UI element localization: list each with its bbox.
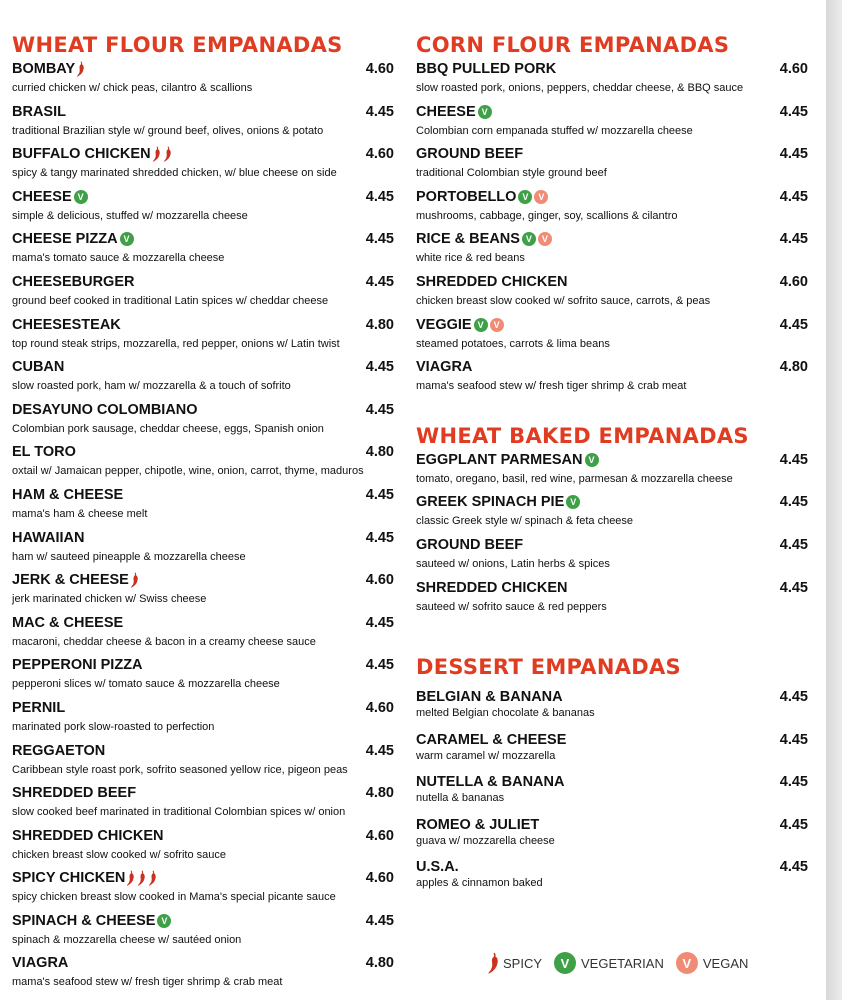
item-name-row <box>12 614 394 632</box>
menu-item <box>416 451 808 494</box>
menu-item <box>12 316 394 359</box>
chili-pepper-icon <box>130 572 140 588</box>
item-price: 4.60 <box>365 146 394 163</box>
legend-vegetarian-label: VEGETARIAN <box>581 955 664 971</box>
chili-pepper-icon <box>76 61 86 77</box>
menu-item <box>12 699 394 742</box>
item-name: GROUND BEEF <box>416 146 524 163</box>
item-description: melted Belgian chocolate & bananas <box>416 707 595 720</box>
item-name: U.S.A. <box>416 859 459 876</box>
item-name: CHEESEBURGER <box>12 273 135 290</box>
item-price: 4.80 <box>365 444 394 461</box>
vegetarian-icon: V <box>74 190 88 204</box>
item-description: mama's seafood stew w/ fresh tiger shrimp & crab meat <box>416 380 687 393</box>
legend-vegan-label: VEGAN <box>702 955 749 971</box>
item-name: RICE & BEANS <box>416 231 520 248</box>
menu-item <box>416 358 808 401</box>
item-description: warm caramel w/ mozzarella <box>416 749 556 762</box>
vegetarian-icon: V <box>522 232 536 246</box>
menu-item <box>12 188 394 231</box>
wheat-flour-heading: WHEAT FLOUR EMPANADAS <box>12 33 343 57</box>
item-name-row <box>416 230 808 248</box>
item-name-row <box>416 451 808 469</box>
dessert-list <box>416 688 808 901</box>
item-name-row <box>416 60 808 78</box>
chili-pepper-icon <box>163 146 173 162</box>
vegetarian-icon: V <box>474 318 488 332</box>
item-price: 4.45 <box>779 188 808 205</box>
item-name: EL TORO <box>12 444 76 461</box>
menu-item <box>12 60 394 103</box>
chili-pepper-icon <box>137 870 147 886</box>
wheat-baked-list <box>416 451 808 621</box>
item-description: spicy chicken breast slow cooked in Mama's special picante sauce <box>12 891 336 904</box>
menu-item <box>12 742 394 785</box>
item-name: VIAGRA <box>416 359 473 376</box>
menu-item <box>12 443 394 486</box>
item-name-row <box>416 103 808 121</box>
item-description: nutella & bananas <box>416 792 505 805</box>
item-price: 4.80 <box>365 785 394 802</box>
item-price: 4.45 <box>779 494 808 511</box>
item-price: 4.45 <box>365 614 394 631</box>
item-description: spicy & tangy marinated shredded chicken, w/ blue cheese on side <box>12 167 337 180</box>
item-price: 4.45 <box>365 188 394 205</box>
item-name-row <box>416 316 808 334</box>
item-name: JERK & CHEESE <box>12 572 129 589</box>
item-name: BELGIAN & BANANA <box>416 689 563 706</box>
vegan-icon: V <box>676 952 698 974</box>
item-price: 4.45 <box>779 316 808 333</box>
item-name-row <box>416 145 808 163</box>
item-name-row <box>12 188 394 206</box>
item-name-row <box>416 358 808 376</box>
vegetarian-icon: V <box>120 232 134 246</box>
item-price: 4.45 <box>779 536 808 553</box>
item-name-row <box>12 784 394 802</box>
legend-vegetarian <box>554 952 664 974</box>
item-name: CHEESE PIZZA <box>12 231 118 248</box>
menu-item <box>12 273 394 316</box>
item-price: 4.80 <box>365 955 394 972</box>
item-name: CHEESESTEAK <box>12 316 121 333</box>
item-price: 4.60 <box>365 699 394 716</box>
item-name-row <box>12 103 394 121</box>
item-description: white rice & red beans <box>416 252 525 265</box>
item-description: apples & cinnamon baked <box>416 877 543 890</box>
menu-item <box>12 954 394 997</box>
item-name: PORTOBELLO <box>416 188 517 205</box>
menu-item <box>12 358 394 401</box>
menu-item <box>416 188 808 231</box>
item-name-row <box>12 827 394 845</box>
item-name-row <box>12 571 394 589</box>
item-price: 4.45 <box>365 231 394 248</box>
item-description: guava w/ mozzarella cheese <box>416 834 555 847</box>
item-description: mama's seafood stew w/ fresh tiger shrimp & crab meat <box>12 976 283 989</box>
legend-spicy-label: SPICY <box>503 955 543 971</box>
item-description: top round steak strips, mozzarella, red pepper, onions w/ Latin twist <box>12 337 340 350</box>
menu-item <box>12 103 394 146</box>
menu-item <box>416 230 808 273</box>
item-description: Caribbean style roast pork, sofrito seasoned yellow rice, pigeon peas <box>12 763 348 776</box>
chili-pepper-icon <box>152 146 162 162</box>
item-name: SHREDDED CHICKEN <box>416 579 568 596</box>
item-name: GROUND BEEF <box>416 536 524 553</box>
menu-item <box>416 536 808 579</box>
vegan-icon: V <box>534 190 548 204</box>
item-name: SHREDDED CHICKEN <box>416 273 568 290</box>
item-name: SPINACH & CHEESE <box>12 912 156 929</box>
item-name: ROMEO & JULIET <box>416 816 540 833</box>
item-description: pepperoni slices w/ tomato sauce & mozzarella cheese <box>12 678 280 691</box>
item-name-row <box>12 145 394 163</box>
item-price: 4.80 <box>779 359 808 376</box>
item-price: 4.45 <box>365 486 394 503</box>
dessert-heading: DESSERT EMPANADAS <box>416 655 681 680</box>
legend-spicy <box>486 952 542 974</box>
item-name-row <box>12 656 394 674</box>
item-price: 4.60 <box>365 870 394 887</box>
item-name: GREEK SPINACH PIE <box>416 494 565 511</box>
left-column <box>12 30 394 997</box>
item-name-row <box>12 401 394 419</box>
menu-item <box>416 103 808 146</box>
item-name: NUTELLA & BANANA <box>416 774 565 791</box>
item-description: chicken breast slow cooked w/ sofrito sauce, carrots, & peas <box>416 294 711 307</box>
item-name-row <box>12 954 394 972</box>
item-name: DESAYUNO COLOMBIANO <box>12 401 198 418</box>
vegetarian-icon: V <box>585 453 599 467</box>
menu-item <box>416 773 808 816</box>
item-name-row <box>12 358 394 376</box>
item-name-row <box>12 742 394 760</box>
item-price: 4.45 <box>779 146 808 163</box>
item-price: 4.45 <box>365 273 394 290</box>
menu-item <box>416 60 808 103</box>
item-price: 4.45 <box>779 103 808 120</box>
item-description: mama's tomato sauce & mozzarella cheese <box>12 252 225 265</box>
item-name: VIAGRA <box>12 955 69 972</box>
item-name: PERNIL <box>12 699 66 716</box>
item-price: 4.45 <box>779 451 808 468</box>
item-name: REGGAETON <box>12 742 106 759</box>
item-description: simple & delicious, stuffed w/ mozzarella cheese <box>12 209 248 222</box>
menu-item <box>416 316 808 359</box>
item-description: classic Greek style w/ spinach & feta cheese <box>416 515 634 528</box>
menu-item <box>416 816 808 859</box>
item-description: marinated pork slow-roasted to perfection <box>12 720 215 733</box>
item-description: ground beef cooked in traditional Latin spices w/ cheddar cheese <box>12 294 329 307</box>
menu-item <box>416 579 808 622</box>
item-price: 4.45 <box>779 731 808 748</box>
item-description: traditional Brazilian style w/ ground beef, olives, onions & potato <box>12 124 324 137</box>
item-name: VEGGIE <box>416 316 472 333</box>
item-name: BRASIL <box>12 103 66 120</box>
item-price: 4.45 <box>365 912 394 929</box>
chili-pepper-icon <box>148 870 158 886</box>
page-edge <box>826 0 842 1000</box>
item-description: Colombian corn empanada stuffed w/ mozzarella cheese <box>416 124 693 137</box>
item-price: 4.60 <box>779 273 808 290</box>
menu-item <box>12 656 394 699</box>
menu-item <box>12 230 394 273</box>
item-description: oxtail w/ Jamaican pepper, chipotle, wine, onion, carrot, thyme, maduros <box>12 465 364 478</box>
item-name-row <box>416 273 808 291</box>
vegan-icon: V <box>490 318 504 332</box>
item-name-row <box>416 536 808 554</box>
item-price: 4.45 <box>779 774 808 791</box>
item-name-row <box>416 688 808 706</box>
item-description: macaroni, cheddar cheese & bacon in a creamy cheese sauce <box>12 635 316 648</box>
right-column <box>416 30 808 901</box>
item-description: Colombian pork sausage, cheddar cheese, eggs, Spanish onion <box>12 422 324 435</box>
item-name: CUBAN <box>12 359 65 376</box>
item-price: 4.45 <box>365 657 394 674</box>
item-name-row <box>12 869 394 887</box>
chili-pepper-icon <box>487 952 501 974</box>
item-name: CHEESE <box>12 188 72 205</box>
item-name-row <box>12 699 394 717</box>
item-price: 4.45 <box>365 529 394 546</box>
item-description: jerk marinated chicken w/ Swiss cheese <box>12 593 207 606</box>
corn-flour-list <box>416 60 808 401</box>
menu-item <box>12 401 394 444</box>
menu-item <box>12 614 394 657</box>
item-name-row <box>416 773 808 791</box>
item-price: 4.45 <box>779 859 808 876</box>
item-name-row <box>12 316 394 334</box>
wheat-flour-list <box>12 60 394 997</box>
item-name: BOMBAY <box>12 61 76 77</box>
item-name-row <box>12 60 394 78</box>
item-name-row <box>12 230 394 248</box>
menu-item <box>12 529 394 572</box>
item-price: 4.45 <box>365 401 394 418</box>
item-description: chicken breast slow cooked w/ sofrito sauce <box>12 848 226 861</box>
menu-item <box>12 145 394 188</box>
item-price: 4.45 <box>779 689 808 706</box>
item-name-row <box>416 579 808 597</box>
item-description: steamed potatoes, carrots & lima beans <box>416 337 610 350</box>
item-price: 4.45 <box>779 816 808 833</box>
item-name-row <box>12 273 394 291</box>
item-name-row <box>416 188 808 206</box>
item-name-row <box>416 816 808 834</box>
item-name-row <box>416 493 808 511</box>
legend <box>486 950 806 976</box>
item-description: slow roasted pork, onions, peppers, cheddar cheese, & BBQ sauce <box>416 82 744 94</box>
item-name-row <box>416 858 808 876</box>
item-name: SHREDDED CHICKEN <box>12 827 164 844</box>
item-price: 4.60 <box>365 61 394 77</box>
item-name-row <box>12 912 394 930</box>
corn-flour-heading: CORN FLOUR EMPANADAS <box>416 33 730 57</box>
vegetarian-icon: V <box>566 495 580 509</box>
item-name-row <box>12 486 394 504</box>
item-name: HAM & CHEESE <box>12 486 124 503</box>
item-price: 4.45 <box>365 359 394 376</box>
item-description: slow cooked beef marinated in traditional Colombian spices w/ onion <box>12 806 346 819</box>
item-name: BBQ PULLED PORK <box>416 61 557 77</box>
item-price: 4.60 <box>779 61 808 77</box>
item-price: 4.45 <box>365 742 394 759</box>
menu-item <box>12 912 394 955</box>
item-name-row <box>416 731 808 749</box>
item-name: MAC & CHEESE <box>12 614 124 631</box>
item-price: 4.60 <box>365 827 394 844</box>
menu-item <box>416 145 808 188</box>
item-description: traditional Colombian style ground beef <box>416 167 607 180</box>
item-name: HAWAIIAN <box>12 529 85 546</box>
item-description: tomato, oregano, basil, red wine, parmesan & mozzarella cheese <box>416 472 733 485</box>
item-description: mama's ham & cheese melt <box>12 507 148 520</box>
menu-item <box>12 784 394 827</box>
menu-item <box>12 869 394 912</box>
item-name: PEPPERONI PIZZA <box>12 657 143 674</box>
item-description: sauteed w/ onions, Latin herbs & spices <box>416 557 610 570</box>
legend-vegan <box>676 952 749 974</box>
item-name: SHREDDED BEEF <box>12 785 137 802</box>
vegetarian-icon: V <box>518 190 532 204</box>
item-description: slow roasted pork, ham w/ mozzarella & a touch of sofrito <box>12 380 291 393</box>
item-name: SPICY CHICKEN <box>12 870 126 887</box>
menu-item <box>12 827 394 870</box>
item-description: sauteed w/ sofrito sauce & red peppers <box>416 600 607 613</box>
chili-pepper-icon <box>126 870 136 886</box>
item-description: spinach & mozzarella cheese w/ sautéed onion <box>12 933 242 946</box>
item-price: 4.60 <box>365 572 394 589</box>
item-description: curried chicken w/ chick peas, cilantro & scallions <box>12 82 253 94</box>
item-price: 4.45 <box>365 103 394 120</box>
vegetarian-icon: V <box>478 105 492 119</box>
item-name-row <box>12 529 394 547</box>
menu-item <box>416 731 808 774</box>
vegetarian-icon: V <box>157 914 171 928</box>
vegetarian-icon: V <box>554 952 576 974</box>
vegan-icon: V <box>538 232 552 246</box>
menu-item <box>416 493 808 536</box>
item-name: CARAMEL & CHEESE <box>416 731 567 748</box>
item-name: EGGPLANT PARMESAN <box>416 451 583 468</box>
menu-item <box>416 858 808 901</box>
item-price: 4.80 <box>365 316 394 333</box>
wheat-baked-heading: WHEAT BAKED EMPANADAS <box>416 423 749 448</box>
item-price: 4.45 <box>779 231 808 248</box>
menu-item <box>416 688 808 731</box>
menu-item <box>12 571 394 614</box>
item-name-row <box>12 443 394 461</box>
menu-item <box>416 273 808 316</box>
item-name: CHEESE <box>416 103 476 120</box>
item-description: ham w/ sauteed pineapple & mozzarella cheese <box>12 550 246 563</box>
item-name: BUFFALO CHICKEN <box>12 146 151 163</box>
item-description: mushrooms, cabbage, ginger, soy, scallions & cilantro <box>416 209 678 222</box>
item-price: 4.45 <box>779 579 808 596</box>
menu-item <box>12 486 394 529</box>
